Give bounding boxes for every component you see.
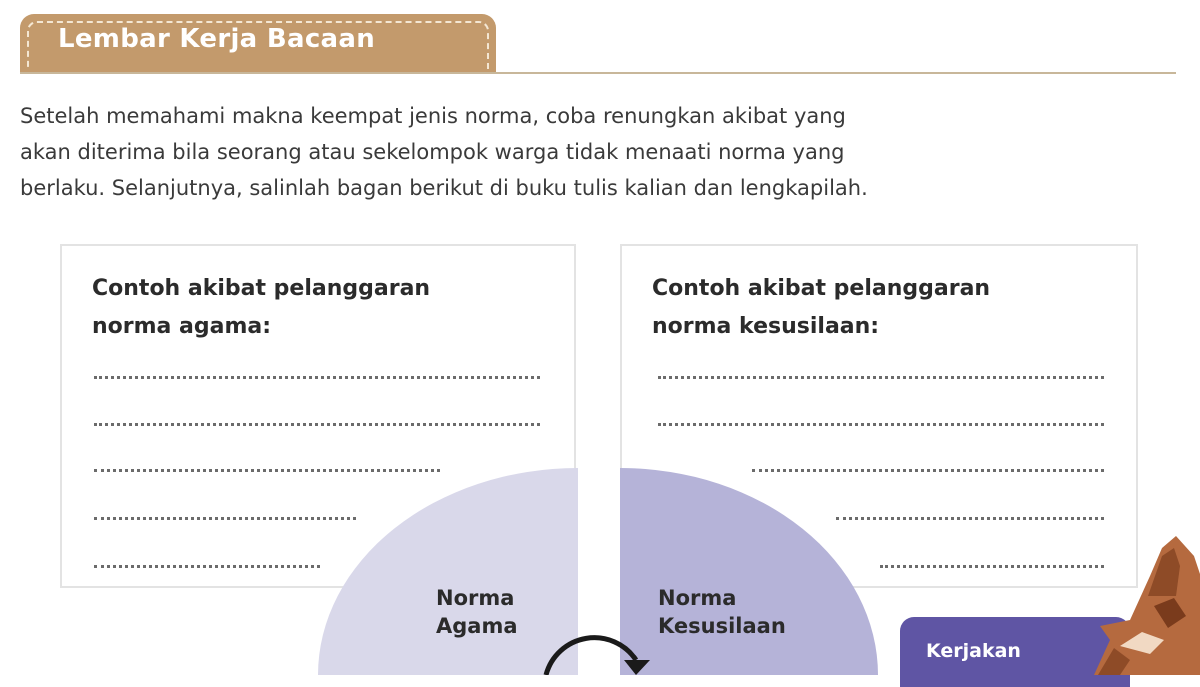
answer-line[interactable] [94, 565, 320, 568]
cycle-arrow-icon [536, 630, 666, 675]
label-line: Agama [436, 614, 518, 638]
answer-line[interactable] [880, 565, 1104, 568]
label-line: Norma [436, 586, 515, 610]
answer-line[interactable] [94, 469, 440, 472]
answer-line[interactable] [658, 423, 1104, 426]
kerjakan-label[interactable]: Kerjakan [926, 640, 1021, 662]
answer-line[interactable] [658, 376, 1104, 379]
card-title-line: Contoh akibat pelanggaran [92, 276, 431, 301]
header-divider [20, 72, 1176, 74]
worksheet-title: Lembar Kerja Bacaan [58, 24, 376, 54]
instruction-line: akan diterima bila seorang atau sekelompok warga tidak menaati norma yang [20, 140, 845, 164]
norma-kesusilaan-label [658, 584, 786, 640]
norma-agama-label [436, 584, 518, 640]
card-title-line: Contoh akibat pelanggaran [652, 276, 991, 301]
instruction-line: berlaku. Selanjutnya, salinlah bagan berikut di buku tulis kalian dan lengkapilah. [20, 176, 868, 200]
label-line: Kesusilaan [658, 614, 786, 638]
answer-line[interactable] [836, 517, 1104, 520]
instruction-paragraph [20, 98, 1180, 206]
label-line: Norma [658, 586, 737, 610]
answer-line[interactable] [94, 376, 540, 379]
instruction-line: Setelah memahami makna keempat jenis norma, coba renungkan akibat yang [20, 104, 846, 128]
card-title [92, 270, 430, 346]
answer-line[interactable] [752, 469, 1104, 472]
mascot-illustration [1090, 536, 1200, 675]
card-title [652, 270, 990, 346]
answer-line[interactable] [94, 423, 540, 426]
answer-line[interactable] [94, 517, 356, 520]
card-title-line: norma kesusilaan: [652, 314, 880, 339]
card-title-line: norma agama: [92, 314, 272, 339]
